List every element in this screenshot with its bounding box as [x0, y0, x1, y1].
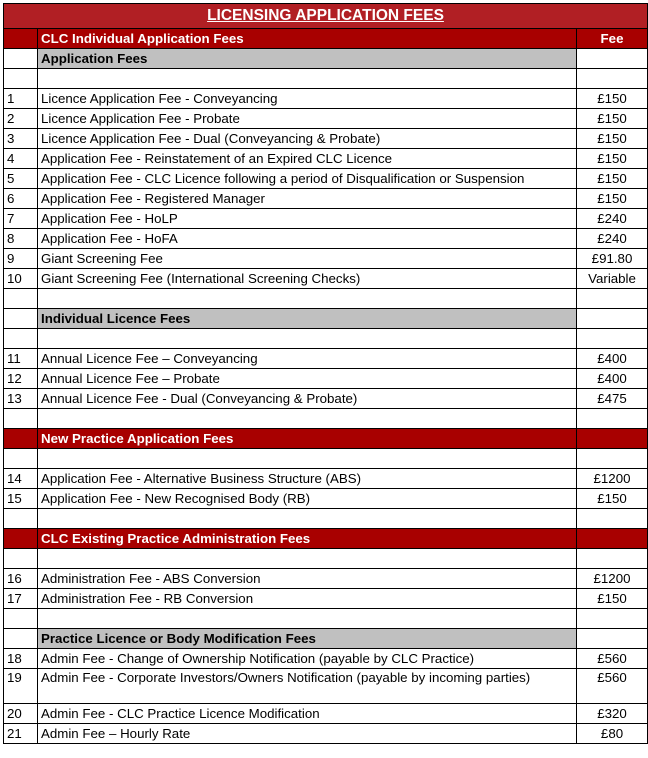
section-header-row — [4, 429, 648, 449]
fee-amount: £240 — [577, 209, 648, 229]
blank-cell — [38, 609, 577, 629]
fee-amount: £150 — [577, 129, 648, 149]
fee-row — [4, 589, 648, 609]
fee-description: Admin Fee - CLC Practice Licence Modification — [38, 704, 577, 724]
subsection-spacer — [4, 309, 38, 329]
row-number: 1 — [4, 89, 38, 109]
row-number: 14 — [4, 469, 38, 489]
fee-column-header: Fee — [577, 29, 648, 49]
row-number: 7 — [4, 209, 38, 229]
row-number: 9 — [4, 249, 38, 269]
blank-cell — [4, 449, 38, 469]
fee-amount: £150 — [577, 109, 648, 129]
fee-amount: £91.80 — [577, 249, 648, 269]
fee-row — [4, 229, 648, 249]
section-header-label: CLC Individual Application Fees — [38, 29, 577, 49]
fee-row — [4, 109, 648, 129]
blank-row — [4, 69, 648, 89]
row-number: 2 — [4, 109, 38, 129]
subsection-spacer — [4, 49, 38, 69]
fee-description: Annual Licence Fee - Dual (Conveyancing & Probate) — [38, 389, 577, 409]
blank-cell — [38, 449, 577, 469]
fee-description: Application Fee - Reinstatement of an Expired CLC Licence — [38, 149, 577, 169]
fee-description: Application Fee - New Recognised Body (RB) — [38, 489, 577, 509]
blank-cell — [577, 289, 648, 309]
fee-description: Application Fee - Alternative Business Structure (ABS) — [38, 469, 577, 489]
fee-row — [4, 469, 648, 489]
fee-row — [4, 389, 648, 409]
blank-cell — [4, 329, 38, 349]
fee-amount: £80 — [577, 724, 648, 744]
subsection-header-row — [4, 629, 648, 649]
section-header-label: CLC Existing Practice Administration Fees — [38, 529, 577, 549]
title-row — [4, 4, 648, 29]
row-number: 19 — [4, 669, 38, 704]
fee-row — [4, 249, 648, 269]
blank-cell — [38, 549, 577, 569]
row-number: 13 — [4, 389, 38, 409]
fee-row — [4, 724, 648, 744]
fee-description: Administration Fee - ABS Conversion — [38, 569, 577, 589]
fee-row — [4, 129, 648, 149]
section-header-row — [4, 529, 648, 549]
fee-column-header — [577, 529, 648, 549]
fee-row — [4, 569, 648, 589]
row-number: 21 — [4, 724, 38, 744]
subsection-header-label: Application Fees — [38, 49, 577, 69]
subsection-fee-cell — [577, 309, 648, 329]
fee-description: Application Fee - HoLP — [38, 209, 577, 229]
row-number: 18 — [4, 649, 38, 669]
row-number: 17 — [4, 589, 38, 609]
fee-description: Giant Screening Fee (International Screening Checks) — [38, 269, 577, 289]
subsection-header-label: Individual Licence Fees — [38, 309, 577, 329]
subsection-header-row — [4, 49, 648, 69]
fee-row — [4, 149, 648, 169]
row-number: 20 — [4, 704, 38, 724]
blank-cell — [577, 449, 648, 469]
blank-cell — [38, 289, 577, 309]
blank-cell — [4, 409, 38, 429]
subsection-spacer — [4, 629, 38, 649]
fee-amount: £150 — [577, 589, 648, 609]
blank-cell — [4, 69, 38, 89]
blank-cell — [577, 409, 648, 429]
row-number: 3 — [4, 129, 38, 149]
blank-row — [4, 449, 648, 469]
blank-cell — [577, 549, 648, 569]
fee-amount: £150 — [577, 89, 648, 109]
blank-row — [4, 549, 648, 569]
fee-amount: £400 — [577, 369, 648, 389]
fee-amount: £150 — [577, 169, 648, 189]
row-number: 15 — [4, 489, 38, 509]
row-number: 8 — [4, 229, 38, 249]
fee-row — [4, 169, 648, 189]
fee-description: Giant Screening Fee — [38, 249, 577, 269]
blank-row — [4, 609, 648, 629]
blank-row — [4, 409, 648, 429]
blank-cell — [4, 549, 38, 569]
fee-amount: £560 — [577, 649, 648, 669]
fee-amount: £560 — [577, 669, 648, 704]
fee-row — [4, 669, 648, 704]
blank-cell — [38, 509, 577, 529]
row-number: 12 — [4, 369, 38, 389]
blank-cell — [38, 69, 577, 89]
fee-description: Application Fee - Registered Manager — [38, 189, 577, 209]
subsection-fee-cell — [577, 629, 648, 649]
fee-amount: £150 — [577, 489, 648, 509]
fee-description: Licence Application Fee - Dual (Conveyancing & Probate) — [38, 129, 577, 149]
fee-amount: £240 — [577, 229, 648, 249]
fee-row — [4, 489, 648, 509]
fee-row — [4, 209, 648, 229]
row-number: 5 — [4, 169, 38, 189]
blank-row — [4, 509, 648, 529]
row-number: 16 — [4, 569, 38, 589]
section-header-spacer — [4, 429, 38, 449]
fee-amount: £475 — [577, 389, 648, 409]
row-number: 6 — [4, 189, 38, 209]
fees-table-container — [3, 3, 647, 744]
blank-cell — [577, 509, 648, 529]
table-title: LICENSING APPLICATION FEES — [4, 4, 648, 29]
fee-row — [4, 269, 648, 289]
fee-amount: £1200 — [577, 469, 648, 489]
blank-cell — [577, 329, 648, 349]
subsection-header-label: Practice Licence or Body Modification Fees — [38, 629, 577, 649]
blank-cell — [4, 289, 38, 309]
blank-cell — [4, 509, 38, 529]
blank-cell — [38, 329, 577, 349]
blank-cell — [577, 69, 648, 89]
fee-description: Annual Licence Fee – Conveyancing — [38, 349, 577, 369]
blank-cell — [4, 609, 38, 629]
fee-row — [4, 369, 648, 389]
fee-description: Application Fee - HoFA — [38, 229, 577, 249]
fee-description: Admin Fee - Change of Ownership Notification (payable by CLC Practice) — [38, 649, 577, 669]
subsection-header-row — [4, 309, 648, 329]
fee-row — [4, 89, 648, 109]
fee-description: Licence Application Fee - Conveyancing — [38, 89, 577, 109]
fee-amount: £400 — [577, 349, 648, 369]
section-header-label: New Practice Application Fees — [38, 429, 577, 449]
fee-amount: £150 — [577, 189, 648, 209]
fee-description: Annual Licence Fee – Probate — [38, 369, 577, 389]
fee-row — [4, 189, 648, 209]
fee-row — [4, 349, 648, 369]
row-number: 4 — [4, 149, 38, 169]
fee-row — [4, 704, 648, 724]
section-header-spacer — [4, 529, 38, 549]
fees-table — [3, 3, 648, 744]
fee-description: Admin Fee - Corporate Investors/Owners Notification (payable by incoming parties) — [38, 669, 577, 704]
section-header-spacer — [4, 29, 38, 49]
fee-description: Application Fee - CLC Licence following a period of Disqualification or Suspension — [38, 169, 577, 189]
fees-table-body — [4, 4, 648, 744]
blank-row — [4, 289, 648, 309]
blank-cell — [577, 609, 648, 629]
row-number: 11 — [4, 349, 38, 369]
fee-description: Licence Application Fee - Probate — [38, 109, 577, 129]
fee-description: Administration Fee - RB Conversion — [38, 589, 577, 609]
section-header-row — [4, 29, 648, 49]
fee-row — [4, 649, 648, 669]
blank-row — [4, 329, 648, 349]
fee-amount: Variable — [577, 269, 648, 289]
fee-amount: £150 — [577, 149, 648, 169]
blank-cell — [38, 409, 577, 429]
fee-amount: £320 — [577, 704, 648, 724]
fee-amount: £1200 — [577, 569, 648, 589]
row-number: 10 — [4, 269, 38, 289]
fee-description: Admin Fee – Hourly Rate — [38, 724, 577, 744]
fee-column-header — [577, 429, 648, 449]
subsection-fee-cell — [577, 49, 648, 69]
